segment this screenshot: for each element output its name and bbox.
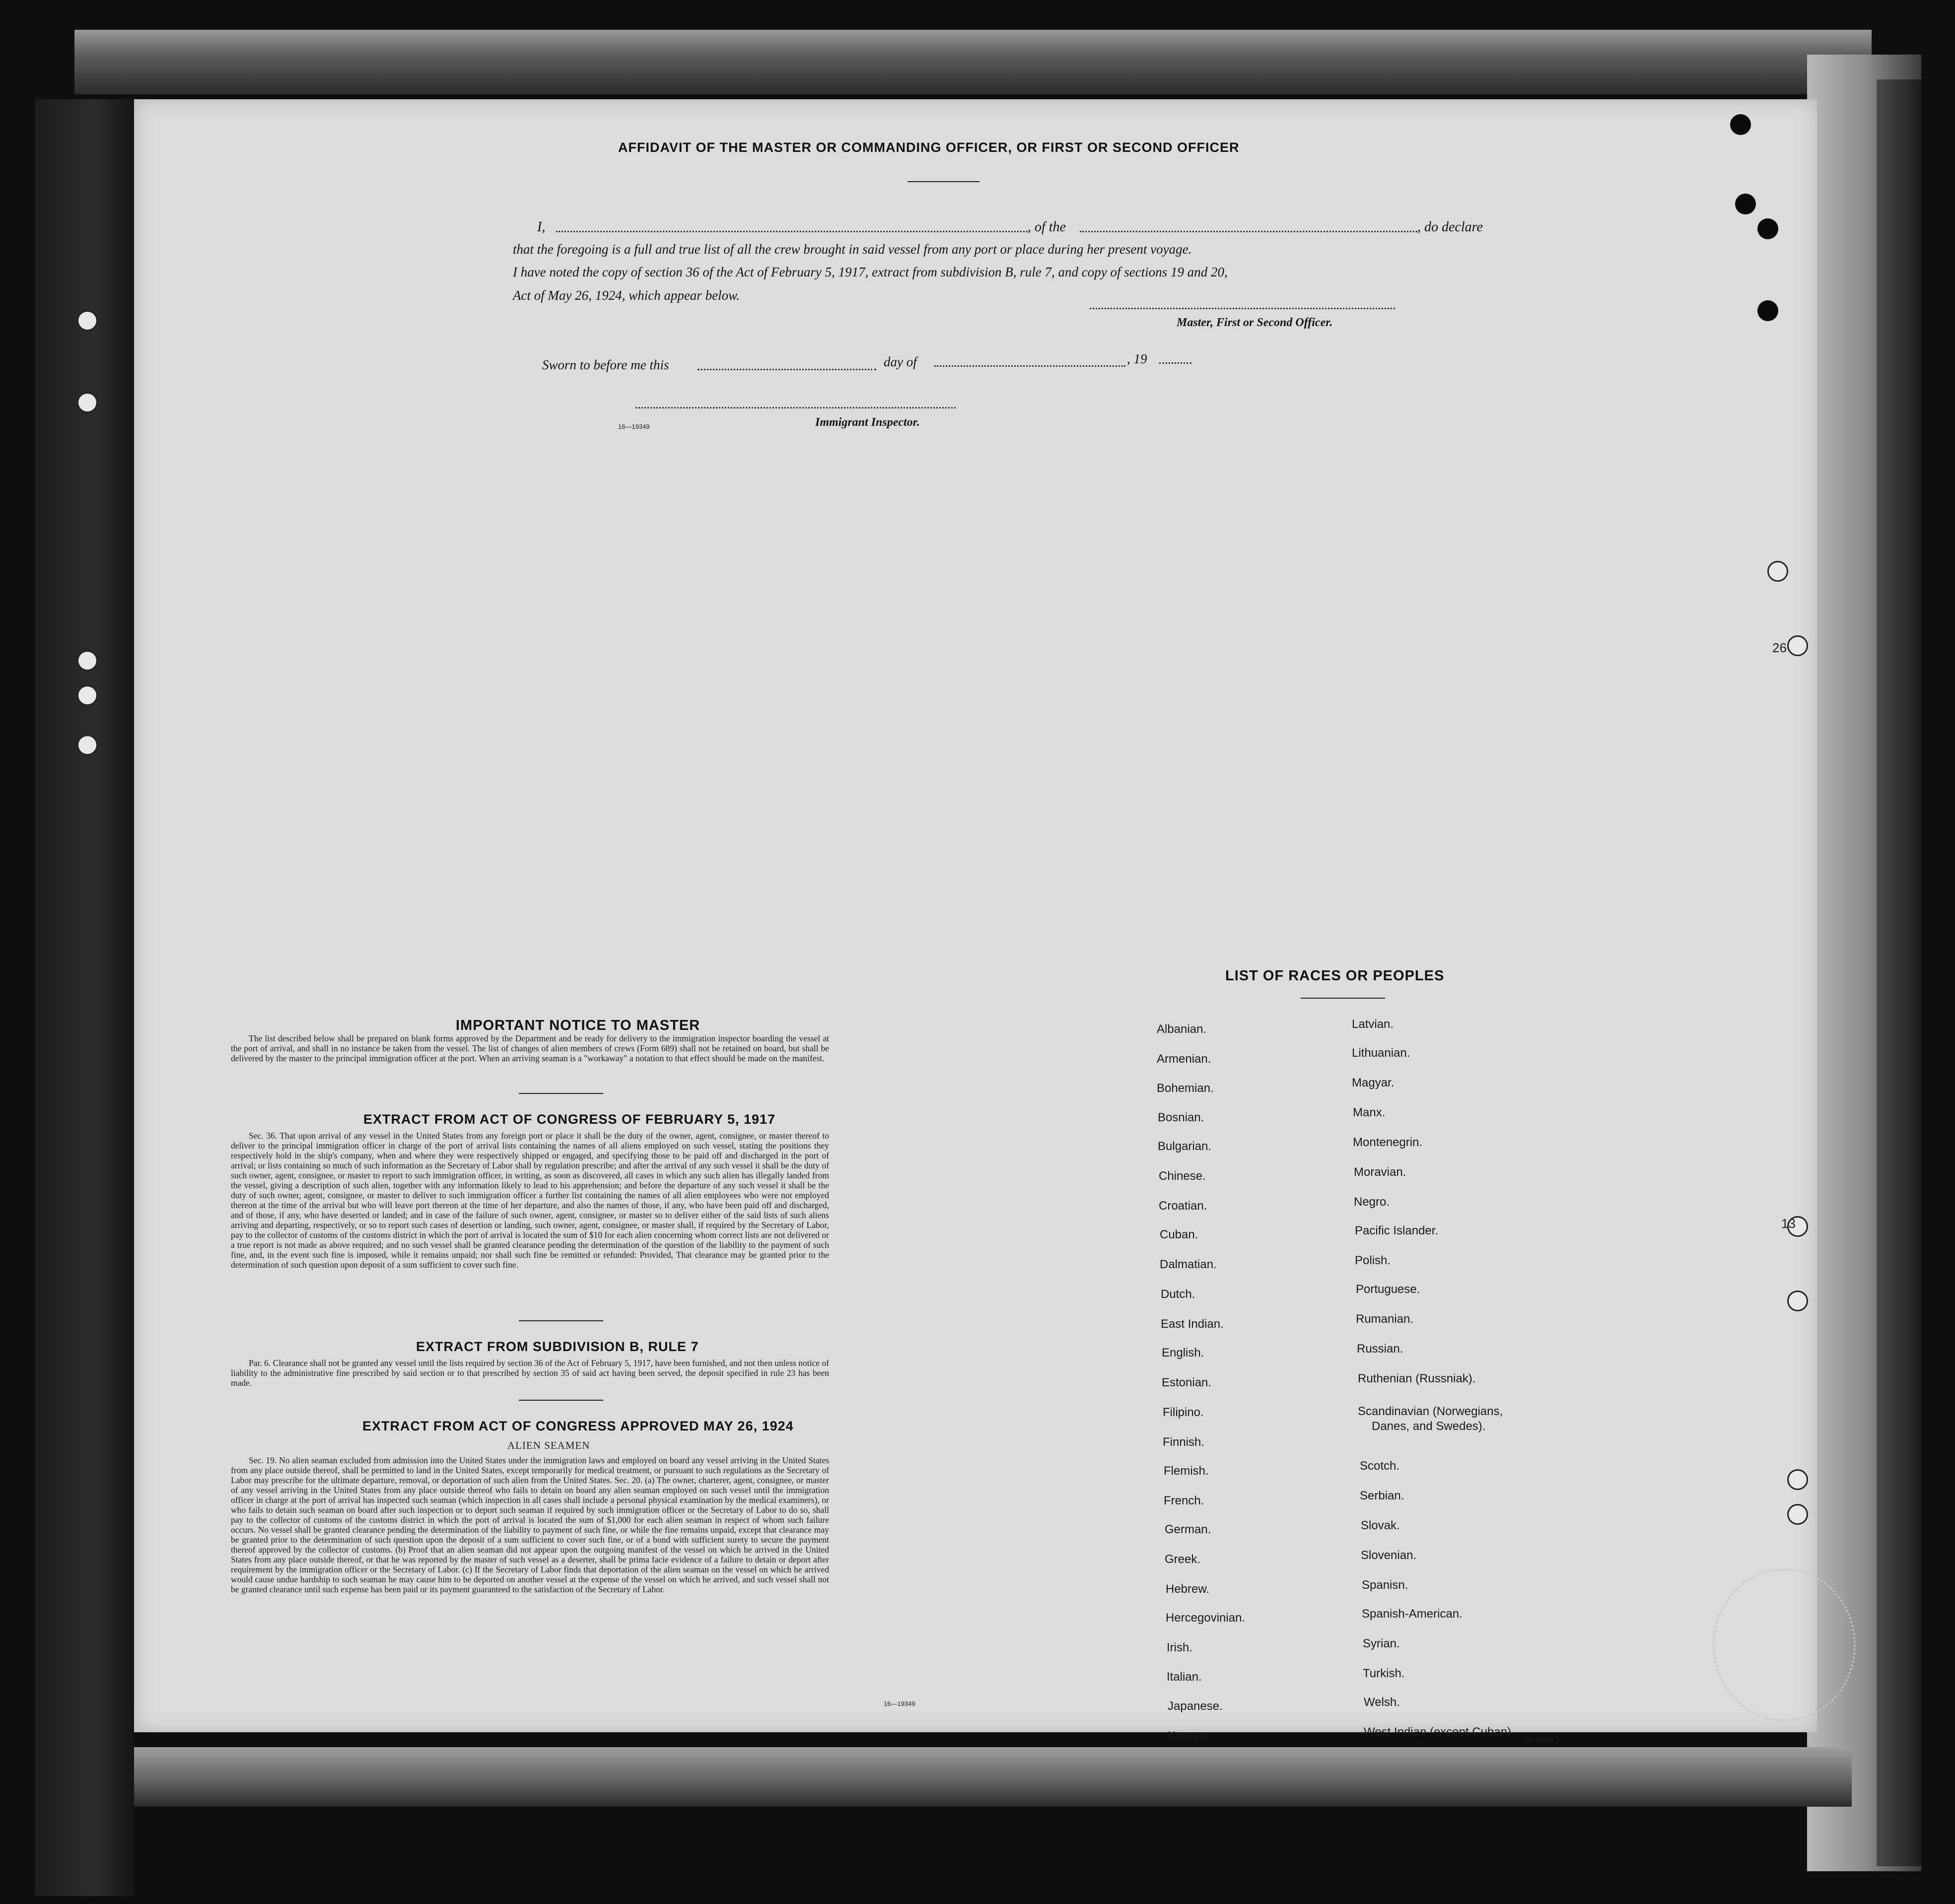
divider xyxy=(519,1320,603,1321)
race-item: Manx. xyxy=(1353,1106,1386,1119)
race-item: Chinese. xyxy=(1159,1169,1206,1183)
notice-body: The list described below shall be prepared on blank forms approved by the Department and be ready for delivery to the immigration inspector boarding the vessel at the port of arrival, and shall in no instance be taken from the vessel. The list of changes of alien members of crews (Form 689) shall not be retained on board, but shall be delivered by the master to the principal immigration officer at the port. When an arriving seaman is a "workaway" a notation to that effect should be made on the manifest. xyxy=(231,1033,829,1063)
vessel-blank xyxy=(1080,231,1417,232)
race-item: Bosnian. xyxy=(1158,1111,1204,1124)
affidavit-line-2: that the foregoing is a full and true list of all the crew brought in said vessel from any port or place during her present voyage. xyxy=(513,242,1192,257)
binder-hole xyxy=(77,735,98,755)
race-item: Dalmatian. xyxy=(1160,1258,1217,1271)
form-number: 16—19343 xyxy=(1524,1736,1553,1743)
race-item: Montenegrin. xyxy=(1353,1136,1423,1149)
race-item: Albanian. xyxy=(1157,1022,1207,1036)
race-item: Cuban. xyxy=(1160,1228,1198,1241)
binder-hole xyxy=(77,685,98,706)
race-item: Turkish. xyxy=(1363,1667,1405,1680)
punch-hole xyxy=(1735,194,1756,214)
race-item: Russian. xyxy=(1357,1342,1403,1356)
race-item: Danes, and Swedes). xyxy=(1372,1420,1486,1433)
race-item: Rumanian. xyxy=(1356,1312,1414,1326)
divider xyxy=(908,181,979,182)
affidavit-title: AFFIDAVIT OF THE MASTER OR COMMANDING OFFICER, OR FIRST OR SECOND OFFICER xyxy=(618,140,1240,155)
race-item: English. xyxy=(1162,1346,1204,1360)
race-item: Dutch. xyxy=(1161,1288,1195,1301)
race-item: Negro. xyxy=(1354,1195,1390,1209)
sworn-month-blank xyxy=(934,365,1125,367)
binder-hole xyxy=(77,310,98,331)
punch-hole xyxy=(1787,1291,1808,1311)
race-item: Slovenian. xyxy=(1361,1549,1417,1562)
race-item: Hebrew. xyxy=(1166,1582,1210,1596)
binder-strip xyxy=(35,99,134,1896)
race-item: Irish. xyxy=(1167,1641,1193,1654)
race-item: Moravian. xyxy=(1354,1165,1406,1179)
sworn-prefix: Sworn to before me this xyxy=(542,357,669,372)
race-item: Serbian. xyxy=(1360,1489,1404,1502)
race-item: Bohemian. xyxy=(1157,1082,1214,1095)
scan-edge-right-shadow xyxy=(1877,79,1921,1866)
inspector-label: Immigrant Inspector. xyxy=(815,416,920,429)
race-item: Pacific Islander. xyxy=(1355,1224,1439,1237)
divider xyxy=(519,1093,603,1094)
scan-edge-bottom xyxy=(129,1747,1852,1807)
document-page xyxy=(134,99,1817,1743)
affidavit-line-3: I have noted the copy of section 36 of the Act of February 5, 1917, extract from subdivision B, rule 7, and copy of sections 19 and 20, xyxy=(513,265,1228,279)
extract2-title: EXTRACT FROM SUBDIVISION B, RULE 7 xyxy=(416,1339,699,1354)
race-item: Japanese. xyxy=(1168,1700,1223,1713)
sworn-year-blank xyxy=(1159,362,1191,364)
race-item: Croatian. xyxy=(1159,1199,1207,1213)
race-item: French. xyxy=(1164,1494,1204,1507)
binder-hole xyxy=(77,650,98,671)
affidavit-line-4: Act of May 26, 1924, which appear below. xyxy=(513,288,740,303)
binder-hole xyxy=(77,392,98,413)
race-item: Lithuanian. xyxy=(1352,1046,1410,1060)
race-item: Armenian. xyxy=(1157,1052,1211,1066)
margin-mark: 26 xyxy=(1772,640,1787,655)
embossed-seal xyxy=(1713,1568,1856,1721)
race-item: Italian. xyxy=(1167,1670,1202,1684)
extract2-body: Par. 6. Clearance shall not be granted any vessel until the lists required by section 36 of the Act of February 5, 1917, have been furnished, and not then unless notice of liability to the administrative fine prescribed by said section or to that prescribed by section 35 of said act having been served, the deposit specified in rule 23 has been made. xyxy=(231,1358,829,1388)
race-item: Estonian. xyxy=(1162,1376,1212,1389)
race-item: Magyar. xyxy=(1352,1076,1395,1089)
name-blank xyxy=(556,231,1028,232)
race-item: Syrian. xyxy=(1363,1637,1400,1650)
punch-hole xyxy=(1787,1469,1808,1490)
sworn-year: , 19 xyxy=(1127,351,1147,366)
race-item: West Indian (except Cuban). xyxy=(1364,1725,1515,1739)
extract3-body: Sec. 19. No alien seaman excluded from admission into the United States under the immigration laws and employed on board any vessel arriving in the United States from any place outside thereof, shall be permitted to land in the United States, except temporarily for medical treatment, or pursuant to such regulations as the Secretary of Labor may prescribe for the ultimate departure, removal, or deportation of such alien from the United States. Sec. 20. (a) The owner, charterer, agent, consignee, or master of any vessel arriving in the United States from any place outside thereof who fails to detain on board any alien seaman employed on such vessel until the immigration officer in charge at the port of arrival has inspected such seaman (which inspection in all cases shall include a personal physical examination by the medical examiners), or who fails to detain such seaman on board after such inspection or to deport such seaman if required by such immigration officer or the Secretary of Labor to do so, shall pay to the collector of customs of the customs district in which the port of arrival is located the sum of $1,000 for each alien seaman in respect of whom such failure occurs. No vessel shall be granted clearance pending the determination of the liability to payment of such fine, or while the fine remains unpaid, except that clearance may be granted prior to the determination of such question upon the deposit of a sum sufficient to cover such fine, or of a bond with sufficient surety to secure the payment thereof approved by the collector of customs. (b) Proof that an alien seaman did not appear upon the outgoing manifest of the vessel on which he arrived in the United States from any place outside thereof, or that he was reported by the master of such vessel as a deserter, shall be prima facie evidence of a failure to detain or deport after requirement by the immigration officer or the Secretary of Labor. (c) If the Secretary of Labor finds that deportation of the alien seaman on the vessel on which he arrived would cause undue hardship to such seaman he may cause him to be deported on another vessel at the expense of the vessel on which he arrived, and such vessel shall not be granted clearance until such expense has been paid or its payment guaranteed to the satisfaction of the Secretary of Labor. xyxy=(231,1455,829,1594)
race-item: Latvian. xyxy=(1352,1018,1394,1031)
punch-hole xyxy=(1730,114,1751,135)
race-item: Bulgarian. xyxy=(1158,1140,1212,1153)
race-item: Polish. xyxy=(1355,1254,1391,1267)
race-item: Welsh. xyxy=(1364,1696,1400,1709)
punch-hole xyxy=(1757,218,1778,239)
scan-edge-top xyxy=(74,30,1872,94)
race-item: Korean. xyxy=(1168,1729,1210,1743)
margin-mark: 13 xyxy=(1781,1216,1796,1231)
extract3-subtitle: ALIEN SEAMEN xyxy=(507,1439,590,1451)
race-item: Greek. xyxy=(1165,1553,1201,1566)
master-signature-line xyxy=(1090,308,1395,309)
race-item: German. xyxy=(1165,1523,1211,1536)
race-item: Spanisn. xyxy=(1362,1578,1408,1592)
sworn-day: day of xyxy=(884,354,917,369)
master-label: Master, First or Second Officer. xyxy=(1177,316,1333,329)
race-item: Ruthenian (Russniak). xyxy=(1358,1372,1476,1385)
races-title: LIST OF RACES OR PEOPLES xyxy=(1225,968,1445,984)
affidavit-i: I, xyxy=(537,219,546,235)
inspector-signature-line xyxy=(635,407,956,408)
sworn-day-blank xyxy=(698,369,876,370)
form-number: 16—19349 xyxy=(618,423,650,430)
punch-hole xyxy=(1767,561,1788,582)
divider xyxy=(1301,998,1385,999)
race-item: Finnish. xyxy=(1163,1435,1205,1449)
race-item: East Indian. xyxy=(1161,1317,1224,1331)
form-number: 16—19349 xyxy=(884,1700,915,1707)
race-item: Portuguese. xyxy=(1356,1283,1420,1296)
notice-title: IMPORTANT NOTICE TO MASTER xyxy=(456,1018,700,1033)
race-item: Flemish. xyxy=(1164,1464,1209,1478)
punch-hole xyxy=(1787,1504,1808,1525)
divider xyxy=(519,1400,603,1401)
extract1-title: EXTRACT FROM ACT OF CONGRESS OF FEBRUARY 5, 1917 xyxy=(363,1112,776,1127)
extract3-title: EXTRACT FROM ACT OF CONGRESS APPROVED MAY 26, 1924 xyxy=(362,1419,794,1433)
race-item: Filipino. xyxy=(1163,1406,1204,1419)
punch-hole xyxy=(1757,300,1778,321)
extract1-body: Sec. 36. That upon arrival of any vessel in the United States from any foreign port or place it shall be the duty of the owner, agent, consignee, or master thereof to deliver to the principal immigration officer in charge of the port of arrival lists containing the names of all aliens employed on such vessel, stating the positions they respectively hold in the ship's company, when and where they were respectively shipped or engaged, and specifying those to be paid off and discharged in the port of arrival; or lists containing so much of such information as the Secretary of Labor shall by regulation prescribe; and after the arrival of any such vessel it shall be the duty of such owner, agent, consignee, or master to report to such immigration officer, in writing, as soon as discovered, all cases in which any such alien has illegally landed from the vessel, giving a description of such alien, together with any information likely to lead to his apprehension; and before the departure of any such vessel it shall be the duty of such owner, agent, consignee, or master to deliver to such immigration officer a further list containing the names of all alien employees who were not employed thereon at the time of the arrival but who will leave port thereon at the time of her departure, and also the names of those, if any, who have been paid off and discharged, and of those, if any, who have deserted or landed; and in case of the failure of such owner, agent, consignee, or master so to deliver either of the said lists of such aliens arriving and departing, respectively, or so to report such cases of desertion or landing, such owner, agent, consignee, or master shall, if required by the Secretary of Labor, pay to the collector of customs of the customs district in which the port of arrival is located the sum of $10 for each alien concerning whom correct lists are not delivered or a true report is not made as above required; and no such vessel shall be granted clearance pending the determination of the question of the liability to the payment of such fine, and, in the event such fine is imposed, while it remains unpaid; nor shall such fine be remitted or refunded: Provided, That clearance may be granted prior to the determination of such question upon deposit of a sum sufficient to cover such fine. xyxy=(231,1131,829,1270)
affidavit-declare: , do declare xyxy=(1417,219,1483,235)
race-item: Hercegovinian. xyxy=(1166,1611,1246,1625)
punch-hole xyxy=(1787,635,1808,656)
race-item: Scotch. xyxy=(1360,1459,1400,1473)
race-item: Spanish-American. xyxy=(1362,1607,1463,1621)
race-item: Slovak. xyxy=(1361,1519,1400,1532)
race-item: Scandinavian (Norwegians, xyxy=(1358,1405,1503,1418)
affidavit-of-the: , of the xyxy=(1028,219,1066,235)
